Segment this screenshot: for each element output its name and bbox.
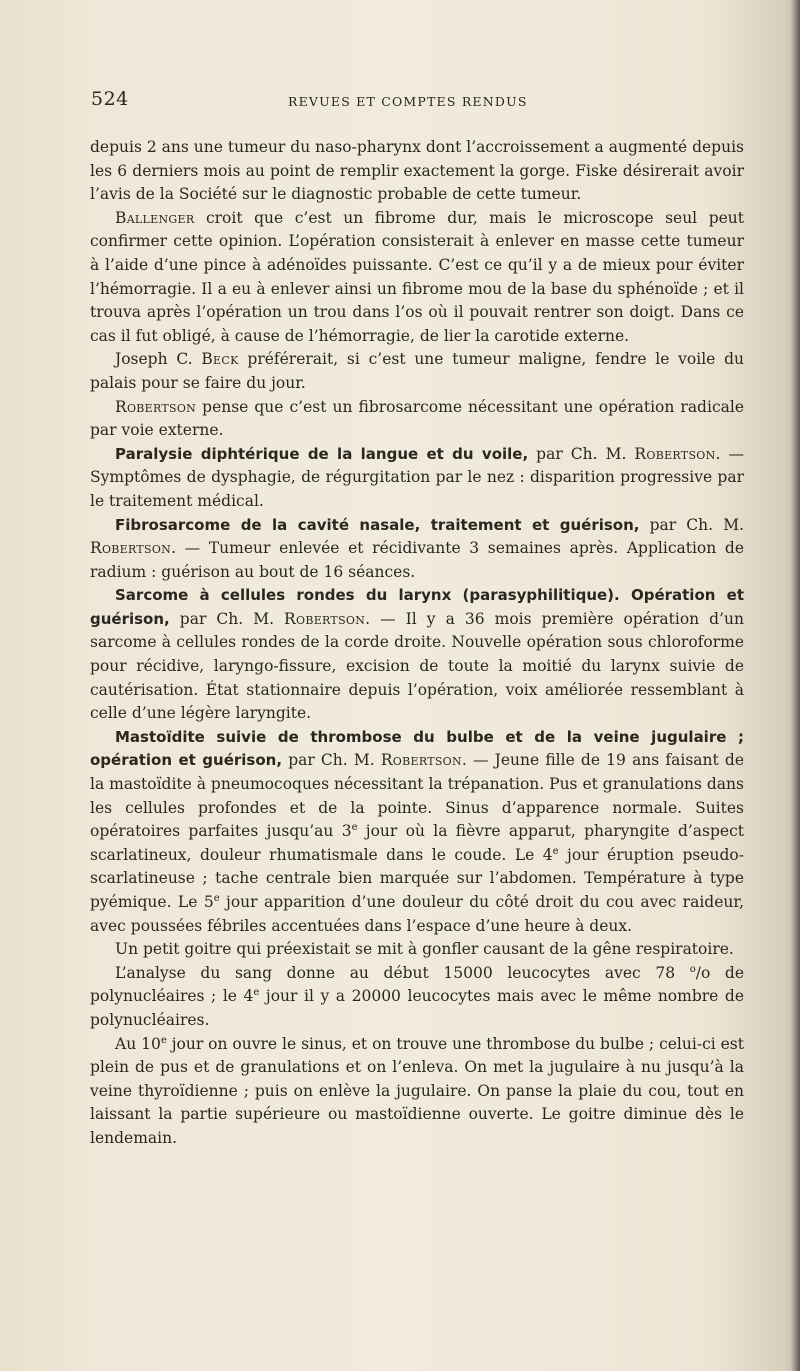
case-by: par Ch. M.: [282, 751, 381, 770]
paragraph-text: préférerait, si c’est une tumeur maligne, fendre le voile du palais pour se faire du jour.: [90, 350, 745, 392]
case-by: par Ch. M.: [528, 444, 635, 463]
case-text: jour apparition d’une douleur du côté droit du cou avec raideur, avec poussées fébriles accentuées dans l’espace d’une heure à deux.: [90, 893, 745, 935]
case-author: Robertson: [634, 444, 716, 463]
paragraph-text: de polynucléaires ; le 4: [90, 963, 744, 1006]
case-report-4: [90, 726, 744, 938]
case-text: . — Tumeur enlevée et récidivante 3 semaines après. Application de radium : guérison au bout de 16 séances.: [90, 539, 744, 581]
paragraph-text: Un petit goitre qui préexistait se mit à gonfler causant de la gêne respiratoire.: [115, 940, 734, 959]
case-text: . — Il y a 36 mois première opération d’un sarcome à cellules rondes de la corde droite. Nouvelle opération sous chloroforme pour récidive, laryngo-fissure, excision de toute la moitié du larynx suivie de cautérisation. État stationnaire depuis l’opération, voix améliorée ressemblant à celle d’une légère laryngite.: [90, 609, 744, 723]
case-report-3: [90, 584, 744, 726]
author-prefix: Joseph C.: [115, 350, 202, 369]
paragraph-text: Au 10: [115, 1034, 161, 1053]
body-text: [90, 136, 744, 1151]
ordinal-suffix: e: [552, 845, 559, 857]
case-title: Fibrosarcome de la cavité nasale, traitement et guérison,: [115, 515, 640, 534]
paragraph-operation: [90, 1033, 744, 1151]
ordinal-suffix: e: [253, 987, 260, 999]
paragraph-text: L’analyse du sang donne au début 15000 leucocytes avec 78: [115, 963, 690, 982]
ordinal-suffix: e: [351, 822, 358, 834]
ordinal-suffix: e: [213, 892, 220, 904]
page-edge-shadow: [790, 0, 800, 1371]
paragraph-goitre: [90, 938, 744, 962]
case-title: Paralysie diphtérique de la langue et du voile,: [115, 444, 529, 463]
paragraph-text: jour on ouvre le sinus, et on trouve une thrombose du bulbe ; celui-ci est plein de pus et de granulations et on l’enleva. On met la jugulaire à nu jusqu’à la veine thyroïdienne ; puis on enlève la jugulaire. On panse la plaie du cou, tout en laissant la partie supérieure ou mastoïdienne ouverte. Le goitre diminue dès le lendemain.: [90, 1034, 744, 1147]
author-name: Robertson: [115, 397, 197, 416]
page-header: [91, 88, 751, 116]
case-by: par Ch. M.: [639, 515, 744, 534]
case-author: Robertson: [380, 751, 462, 770]
case-text: jour où la fièvre apparut, pharyngite d’aspect scarlatineux, douleur rhumatismale dans le coude. Le 4: [90, 822, 744, 864]
case-author: Robertson: [90, 539, 172, 558]
case-title: Mastoïdite suivie de thrombose du bulbe et de la veine jugulaire ; opération et guérison,: [90, 727, 744, 770]
paragraph-text: depuis 2 ans une tumeur du naso-pharynx dont l’accroissement a augmenté depuis les 6 derniers mois au point de remplir exactement la gorge. Fiske désirerait avoir l’avis de la Société sur le diagnostic probable de cette tumeur.: [90, 138, 744, 204]
ordinal-suffix: e: [160, 1034, 167, 1046]
case-text: jour éruption pseudo-scarlatineuse ; tache centrale bien marquée sur l’abdomen. Température à type pyémique. Le 5: [90, 845, 744, 911]
author-name: Beck: [201, 350, 239, 369]
paragraph-text: croit que c’est un fibrome dur, mais le microscope seul peut confirmer cette opinion. L’opération consisterait à enlever en masse cette tumeur à l’aide d’une pince à adénoïdes puissante. C’est ce qu’il y a de mieux pour éviter l’hémorragie. Il a eu à enlever ainsi un fibrome mou de la base du sphénoïde ; et il trouva après l’opération un trou dans l’os où il pouvait rentrer son doigt. Dans ce cas il fut obligé, à cause de l’hémorragie, de lier la carotide externe.: [90, 208, 744, 345]
paragraph-2: [90, 207, 744, 349]
case-report-2: [90, 514, 744, 585]
case-text: . — Symptômes de dysphagie, de régurgitation par le nez : disparition progressive par le traitement médical.: [90, 444, 744, 510]
case-text: . — Jeune fille de 19 ans faisant de la mastoïdite à pneumocoques nécessitant la trépanation. Pus et granulations dans les cellules profondes et de la pointe. Sinus d’apparence normale. Suites opératoires parfaites jusqu’au 3: [90, 751, 744, 841]
case-title: Sarcome à cellules rondes du larynx (parasyphilitique). Opération et guérison,: [90, 586, 744, 628]
paragraph-3: [90, 348, 744, 395]
running-title: REVUES ET COMPTES RENDUS: [288, 94, 528, 109]
paragraph-1: [90, 136, 744, 207]
percent-mark-bottom: /o: [695, 963, 711, 982]
paragraph-4: [90, 396, 744, 443]
case-by: par Ch. M.: [169, 609, 285, 628]
paragraph-text: jour il y a 20000 leucocytes mais avec le même nombre de polynucléaires.: [90, 987, 744, 1029]
paragraph-blood-analysis: [90, 962, 744, 1033]
percent-mark-top: o: [689, 963, 696, 975]
page-number: 524: [91, 88, 129, 110]
author-name: Ballenger: [115, 208, 195, 227]
case-report-1: [90, 443, 744, 514]
case-author: Robertson: [284, 609, 366, 628]
paragraph-text: pense que c’est un fibrosarcome nécessitant une opération radicale par voie externe.: [90, 397, 744, 440]
